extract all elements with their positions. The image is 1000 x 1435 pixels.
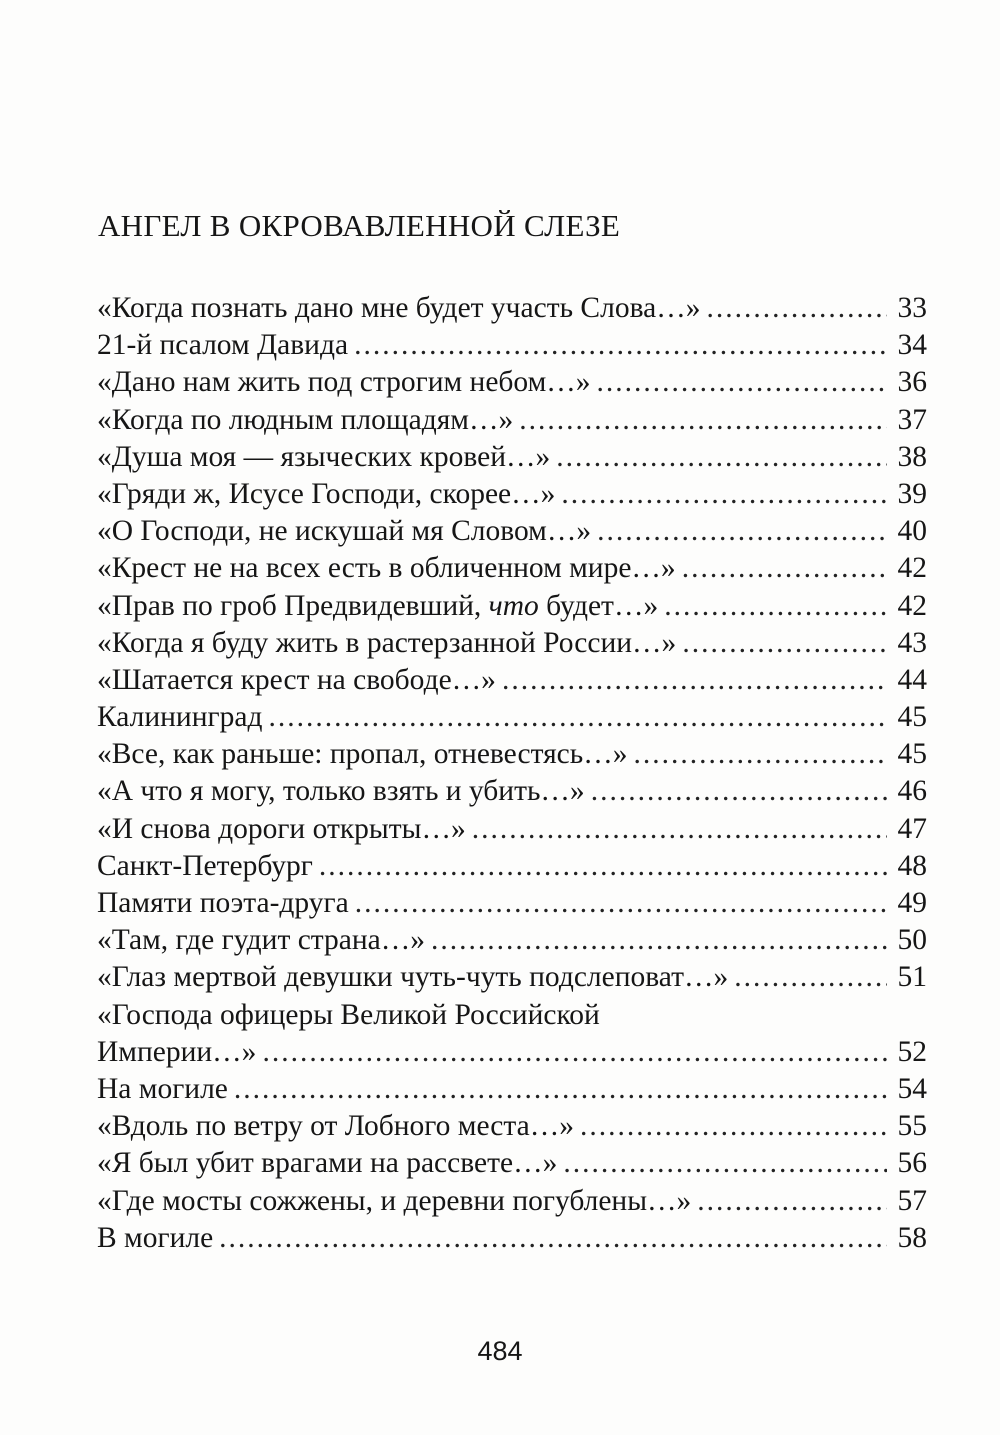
dot-leader (697, 1183, 887, 1220)
toc-entry (97, 1220, 927, 1257)
dot-leader (431, 922, 887, 959)
toc-entry-title-italic: что (488, 589, 539, 622)
toc-entry-title: «Когда по людным площадям…» (97, 403, 514, 436)
toc-entry-title: «Шатается крест на свободе…» (97, 663, 496, 696)
toc-entry-continuation (97, 1034, 927, 1071)
toc-entry-page: 58 (897, 1221, 927, 1254)
toc-entry (97, 662, 927, 699)
toc-entry-page: 33 (897, 292, 927, 324)
toc-entry-title: «Господа офицеры Великой Российской (97, 998, 600, 1031)
toc-entry (97, 959, 927, 996)
toc-entry (97, 364, 927, 401)
toc-entry-page: 55 (897, 1110, 927, 1143)
section-title: АНГЕЛ В ОКРОВАВЛЕННОЙ СЛЕЗЕ (98, 208, 621, 243)
toc-entry-page: 57 (897, 1184, 927, 1217)
page-number: 484 (477, 1336, 523, 1366)
toc-entry (97, 922, 927, 959)
toc-entry-title: «И снова дороги открыты…» (97, 812, 466, 845)
dot-leader (355, 885, 887, 922)
toc-entry (97, 848, 927, 885)
toc-entry-title-part: «Прав по гроб Предвидевший, (97, 589, 489, 622)
toc-entry-page: 42 (897, 589, 927, 622)
toc-entry-title: «Когда познать дано мне будет участь Слова…» (97, 292, 701, 324)
dot-leader (502, 662, 887, 699)
toc-entry-page: 45 (897, 738, 927, 771)
toc-entry-title: «Глаз мертвой девушки чуть-чуть подслеповат…» (97, 961, 729, 994)
toc-entry (97, 773, 927, 810)
toc-entry-title: «Где мосты сожжены, и деревни погублены…» (97, 1184, 692, 1217)
dot-leader (633, 736, 887, 773)
toc-entry (97, 1183, 927, 1220)
dot-leader (319, 848, 887, 885)
toc-entry (97, 402, 927, 439)
toc-entry-title: На могиле (97, 1072, 228, 1105)
toc-entry (97, 476, 927, 513)
toc-entry-page: 50 (897, 924, 927, 957)
toc-entry (97, 885, 927, 922)
toc-entry-title: «Когда я буду жить в растерзанной России…» (97, 626, 677, 659)
toc-entry-page: 40 (897, 515, 927, 548)
toc-entry-title-part: будет…» (538, 589, 659, 622)
toc-entry-title: «Все, как раньше: пропал, отневестясь…» (97, 738, 628, 771)
toc-entry-title-continued: Империи…» (97, 1035, 257, 1068)
toc-entry-page: 49 (897, 887, 927, 919)
dot-leader (561, 476, 887, 513)
toc-entry-title (97, 588, 658, 625)
toc-entry-title: «Душа моя — языческих кровей…» (97, 440, 551, 473)
toc-entry (97, 513, 927, 550)
toc-entry-page: 37 (897, 403, 927, 436)
toc-entry (97, 625, 927, 662)
toc-entry-title: 21-й псалом Давида (97, 329, 349, 362)
toc-entry-title: «Я был убит врагами на рассвете…» (97, 1147, 558, 1180)
toc-entry (97, 439, 927, 476)
toc-entry-page: 51 (897, 961, 927, 994)
toc-entry (97, 1145, 927, 1182)
toc-entry (97, 1071, 927, 1108)
dot-leader (219, 1220, 887, 1257)
toc-entry-title: «Дано нам жить под строгим небом…» (97, 366, 591, 399)
toc-entry-page: 45 (897, 701, 927, 734)
dot-leader (664, 588, 887, 625)
dot-leader (706, 290, 887, 327)
toc-entry-page: 44 (897, 663, 927, 696)
toc-entry-page: 39 (897, 477, 927, 510)
toc-entry (97, 699, 927, 736)
toc-entry-title: Калининград (97, 701, 263, 734)
dot-leader (580, 1108, 887, 1145)
toc-entry-page: 34 (897, 329, 927, 362)
toc-entry-page: 56 (897, 1147, 927, 1180)
toc-entry-page: 36 (897, 366, 927, 399)
toc-entry (97, 327, 927, 364)
toc-entry-page: 47 (897, 812, 927, 845)
dot-leader (556, 439, 887, 476)
toc-entry-title: «А что я могу, только взять и убить…» (97, 775, 585, 808)
toc-entry-title: «О Господи, не искушай мя Словом…» (97, 515, 592, 548)
toc-entry-page: 43 (897, 626, 927, 659)
toc-entry-page: 38 (897, 440, 927, 473)
toc-entry (97, 736, 927, 773)
toc-entry-page: 46 (897, 775, 927, 808)
dot-leader (597, 513, 887, 550)
toc-entry (97, 290, 927, 327)
dot-leader (563, 1145, 887, 1182)
dot-leader (472, 811, 887, 848)
toc-entry-title: Памяти поэта-друга (97, 887, 349, 919)
dot-leader (354, 327, 887, 364)
table-of-contents (97, 290, 927, 1257)
toc-entry-title: «Крест не на всех есть в обличенном мире…» (97, 552, 676, 585)
toc-entry-page: 52 (897, 1035, 927, 1068)
toc-entry-title: «Там, где гудит страна…» (97, 924, 426, 957)
dot-leader (234, 1071, 887, 1108)
dot-leader (591, 773, 887, 810)
dot-leader (597, 364, 887, 401)
dot-leader (519, 402, 887, 439)
dot-leader (682, 550, 887, 587)
toc-entry (97, 588, 927, 625)
toc-entry-title: «Гряди ж, Исусе Господи, скорее…» (97, 477, 556, 510)
toc-entry (97, 550, 927, 587)
toc-entry-page: 42 (897, 552, 927, 585)
dot-leader (682, 625, 887, 662)
toc-entry (97, 997, 927, 1071)
toc-entry-title: Санкт-Петербург (97, 849, 313, 882)
toc-entry (97, 811, 927, 848)
toc-entry (97, 1108, 927, 1145)
dot-leader (734, 959, 887, 996)
dot-leader (268, 699, 887, 736)
toc-entry-page: 48 (897, 849, 927, 882)
toc-entry-title: «Вдоль по ветру от Лобного места…» (97, 1110, 574, 1143)
toc-entry-page: 54 (897, 1072, 927, 1105)
dot-leader (262, 1034, 887, 1071)
toc-entry-title: В могиле (97, 1221, 214, 1254)
